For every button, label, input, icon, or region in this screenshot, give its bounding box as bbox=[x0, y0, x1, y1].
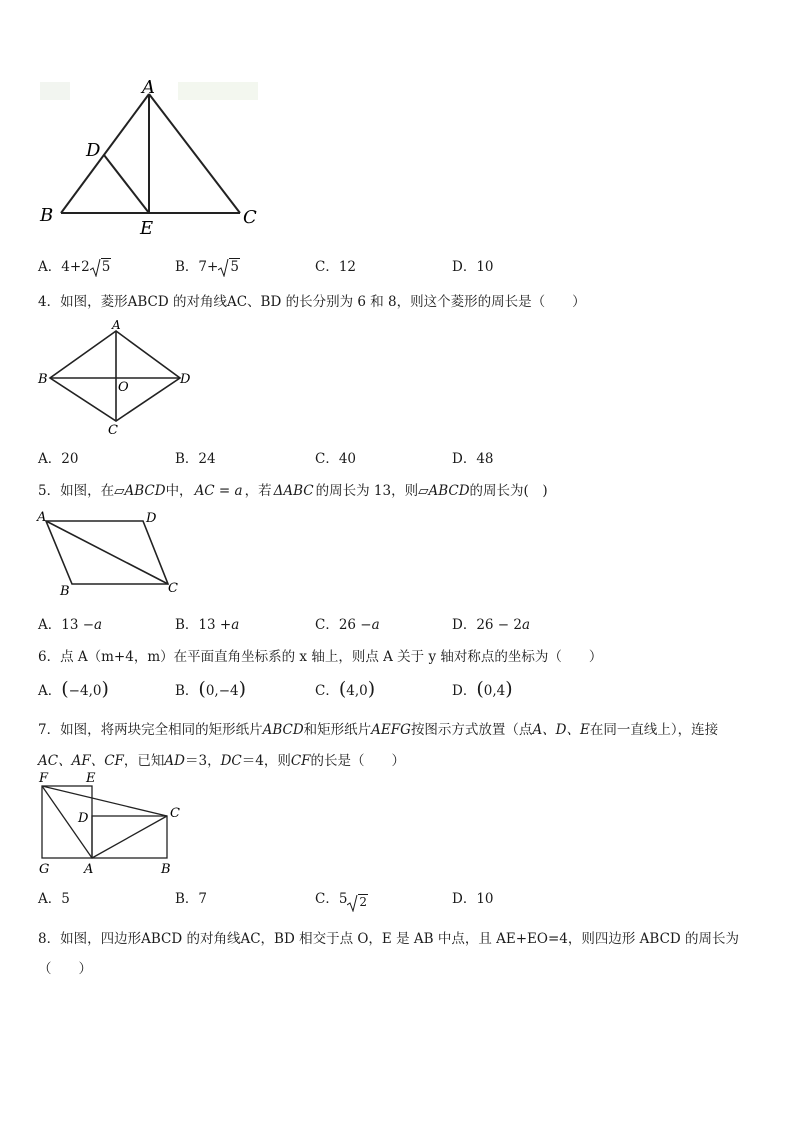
q3-option-b-radicand: 5 bbox=[230, 259, 239, 275]
point-label-e: E bbox=[140, 218, 154, 239]
q8-answer-parentheses: （ ） bbox=[38, 961, 92, 977]
q3-option-b[interactable] bbox=[175, 255, 240, 275]
q7-text-part: 和矩形纸片 bbox=[303, 722, 372, 738]
left-paren: ( bbox=[61, 678, 69, 700]
point-label-d: D bbox=[78, 811, 89, 826]
left-paren: ( bbox=[338, 678, 347, 700]
q7-text-part: AD bbox=[164, 753, 185, 769]
q3-option-a-radicand: 5 bbox=[101, 259, 111, 275]
left-paren: ( bbox=[198, 678, 206, 700]
q5-text-part: ABCD bbox=[124, 483, 166, 499]
q7-text-part: DC bbox=[220, 753, 242, 769]
figure-background-strip bbox=[40, 82, 70, 100]
point-label-c: C bbox=[243, 207, 257, 228]
q7-option-b[interactable]: B．7 bbox=[175, 891, 208, 907]
q7-question-line-1 bbox=[38, 718, 718, 738]
q7-text-part: A、D、E bbox=[532, 722, 590, 738]
q6-option-c-value: 4,0 bbox=[346, 683, 368, 699]
q8-question-text: 8．如图，四边形ABCD 的对角线AC，BD 相交于点 O，E 是 AB 中点，且 AE+EO=4，则四边形 ABCD 的周长为 bbox=[38, 931, 740, 947]
q6-option-d-label: D． bbox=[452, 683, 477, 699]
q7-text-part: 7．如图，将两块完全相同的矩形纸片 bbox=[38, 722, 263, 738]
point-label-c: C bbox=[108, 423, 118, 438]
q5-option-a-variable: a bbox=[94, 617, 103, 633]
point-label-d: D bbox=[180, 372, 191, 387]
q5-option-b-variable: a bbox=[231, 617, 240, 633]
q5-text-part: 的周长为 13，则 bbox=[315, 483, 419, 499]
q3-option-d[interactable]: D．10 bbox=[452, 259, 494, 275]
q4-question-text: 4．如图，菱形ABCD 的对角线AC、BD 的长分别为 6 和 8，则这个菱形的周长是（ ） bbox=[38, 294, 586, 310]
q7-text-part: ＝3， bbox=[184, 753, 221, 769]
q7-text-part: 按图示方式放置（点 bbox=[410, 722, 533, 738]
q7-option-c-radicand: 2 bbox=[359, 895, 368, 909]
q5-text-part: ΔABC bbox=[273, 483, 314, 499]
q5-option-d-prefix: D．26 − 2 bbox=[452, 617, 522, 633]
q3-option-b-prefix: B．7+ bbox=[175, 259, 219, 275]
point-label-f: F bbox=[39, 771, 49, 786]
q6-option-d[interactable] bbox=[452, 678, 513, 700]
point-label-b: B bbox=[60, 584, 70, 599]
point-label-e: E bbox=[86, 771, 96, 786]
q6-option-c[interactable] bbox=[315, 678, 375, 700]
q7-text-part: CF bbox=[290, 753, 311, 769]
left-paren: ( bbox=[476, 678, 484, 700]
point-label-b: B bbox=[40, 205, 54, 226]
q6-option-b-value: 0,−4 bbox=[205, 683, 239, 699]
point-label-b: B bbox=[38, 372, 48, 387]
point-label-c: C bbox=[170, 806, 180, 821]
q5-option-c[interactable] bbox=[315, 613, 380, 633]
point-label-a: A bbox=[84, 862, 94, 877]
q6-question-text: 6．点 A（m+4，m）在平面直角坐标系的 x 轴上，则点 A 关于 y 轴对称点的坐标为（ ） bbox=[38, 649, 603, 665]
figure-rectangles-abcd-aefg bbox=[34, 770, 194, 878]
parallelogram-symbol: ▱ bbox=[418, 483, 429, 499]
sqrt-symbol bbox=[218, 259, 240, 275]
q5-text-part: 5．如图，在 bbox=[38, 483, 115, 499]
q5-option-a-prefix: A．13 − bbox=[38, 617, 95, 633]
q3-option-c[interactable]: C．12 bbox=[315, 259, 357, 275]
q3-option-a-prefix: A．4+2 bbox=[38, 259, 90, 275]
point-label-a: A bbox=[112, 318, 121, 332]
sqrt-symbol bbox=[347, 895, 368, 909]
q7-option-c-prefix: C．5 bbox=[315, 891, 348, 907]
q6-option-d-value: 0,4 bbox=[483, 683, 506, 699]
point-label-g: G bbox=[39, 862, 50, 877]
q7-text-part: ABCD bbox=[262, 722, 304, 738]
q5-text-part: 中， bbox=[165, 483, 193, 499]
q5-option-a[interactable] bbox=[38, 613, 102, 633]
point-label-d: D bbox=[146, 511, 157, 526]
right-paren: ) bbox=[101, 678, 109, 700]
q6-option-c-label: C． bbox=[315, 683, 339, 699]
point-label-a: A bbox=[37, 510, 47, 525]
q7-text-part: AC、AF、CF bbox=[38, 753, 124, 769]
q7-text-part: ＝4，则 bbox=[241, 753, 291, 769]
q5-question-text bbox=[38, 479, 548, 499]
q5-text-part: ，若 bbox=[244, 483, 272, 499]
q5-option-b[interactable] bbox=[175, 613, 239, 633]
q6-option-a[interactable] bbox=[38, 678, 109, 700]
q4-option-a[interactable]: A．20 bbox=[38, 451, 79, 467]
q5-text-part: 的周长为( ) bbox=[469, 483, 548, 499]
figure-triangle-abc bbox=[30, 74, 270, 240]
q5-option-c-variable: a bbox=[371, 617, 380, 633]
q5-option-c-prefix: C．26 − bbox=[315, 617, 372, 633]
point-label-b: B bbox=[161, 862, 171, 877]
q5-option-b-prefix: B．13 + bbox=[175, 617, 232, 633]
q5-option-d[interactable] bbox=[452, 613, 530, 633]
figure-background-strip bbox=[178, 82, 258, 100]
q7-option-d[interactable]: D．10 bbox=[452, 891, 494, 907]
q7-text-part: 在同一直线上），连接 bbox=[589, 722, 719, 738]
q7-option-c[interactable] bbox=[315, 887, 368, 907]
q6-option-a-label: A． bbox=[38, 683, 62, 699]
point-label-d: D bbox=[86, 140, 101, 161]
right-paren: ) bbox=[367, 678, 376, 700]
figure-parallelogram-abcd bbox=[32, 506, 192, 600]
q4-option-d[interactable]: D．48 bbox=[452, 451, 494, 467]
q4-option-c[interactable]: C．40 bbox=[315, 451, 357, 467]
figure-rhombus-abcd bbox=[34, 316, 204, 438]
q5-text-part: AC = a bbox=[194, 483, 243, 499]
q7-text-part: AEFG bbox=[371, 722, 411, 738]
sqrt-symbol bbox=[90, 259, 112, 275]
parallelogram-symbol: ▱ bbox=[114, 483, 125, 499]
right-paren: ) bbox=[238, 678, 247, 700]
q3-option-a[interactable] bbox=[38, 255, 111, 275]
point-label-c: C bbox=[168, 581, 178, 596]
q7-question-line-2 bbox=[38, 749, 405, 769]
q7-text-part: 的长是（ ） bbox=[310, 753, 406, 769]
q6-option-b-label: B． bbox=[175, 683, 199, 699]
q7-option-a[interactable]: A．5 bbox=[38, 891, 70, 907]
right-paren: ) bbox=[505, 678, 513, 700]
q6-option-a-value: −4,0 bbox=[68, 683, 102, 699]
point-label-a: A bbox=[142, 77, 155, 98]
q5-option-d-variable: a bbox=[522, 617, 531, 633]
q5-text-part: ABCD bbox=[428, 483, 470, 499]
q4-option-b[interactable]: B．24 bbox=[175, 451, 216, 467]
q6-option-b[interactable] bbox=[175, 678, 246, 700]
point-label-o: O bbox=[118, 380, 129, 395]
q7-text-part: ，已知 bbox=[123, 753, 165, 769]
